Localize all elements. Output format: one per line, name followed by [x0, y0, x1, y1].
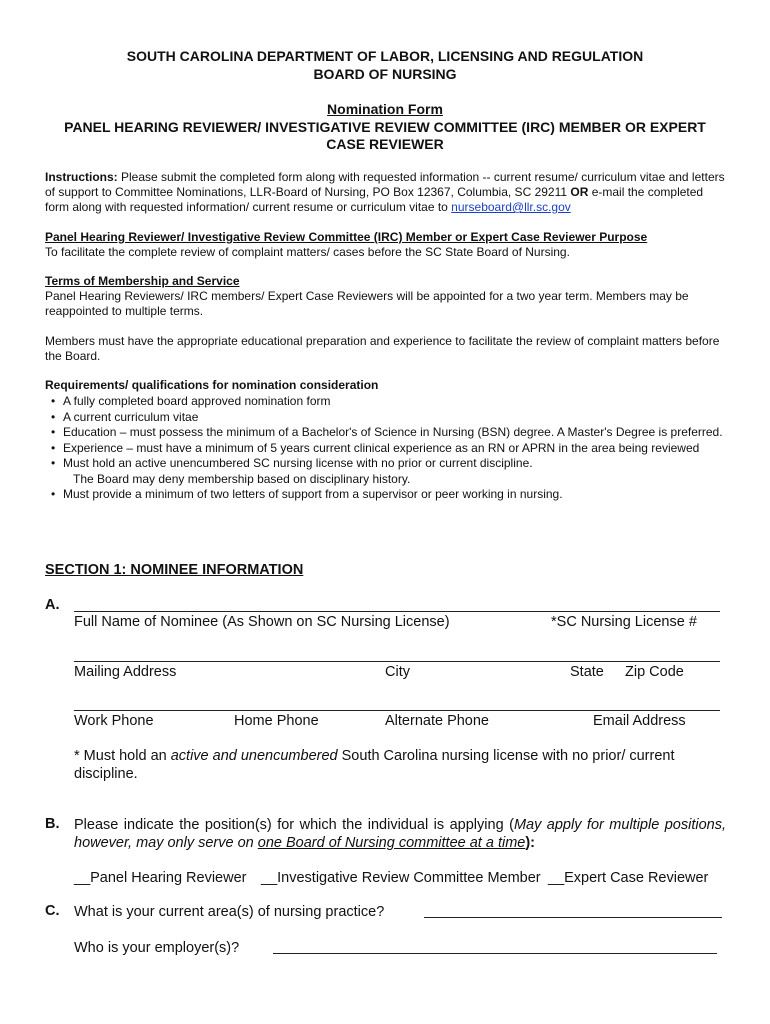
- part-b-label: B.: [45, 816, 60, 832]
- zip-code-label: Zip Code: [625, 664, 684, 680]
- form-title: Nomination Form: [327, 101, 443, 117]
- terms-text-1: Panel Hearing Reviewers/ IRC members/ Expert Case Reviewers will be appointed for a two year term. Members may be reappointed to multiple terms.: [45, 289, 689, 318]
- terms-heading: Terms of Membership and Service: [45, 274, 240, 288]
- form-subtitle-line1: PANEL HEARING REVIEWER/ INVESTIGATIVE REVIEW COMMITTEE (IRC) MEMBER OR EXPERT: [64, 119, 706, 135]
- requirement-item: • Experience – must have a minimum of 5 years current clinical experience as an RN or APRN in the area being reviewed: [45, 441, 727, 457]
- employer-question: Who is your employer(s)?: [74, 940, 240, 956]
- requirements-heading: Requirements/ qualifications for nomination consideration: [45, 378, 379, 392]
- requirement-item: • Education – must possess the minimum of a Bachelor's of Science in Nursing (BSN) degree. A Master's Degree is preferred.: [45, 425, 727, 441]
- instructions-paragraph: [45, 170, 727, 215]
- full-name-line[interactable]: [74, 611, 720, 612]
- mailing-address-label: Mailing Address: [74, 664, 177, 680]
- part-c-label: C.: [45, 903, 60, 919]
- note-text-2: South Carolina nursing license with no prior/ current discipline.: [74, 748, 675, 782]
- email-address-label: Email Address: [593, 713, 686, 729]
- phone-email-line[interactable]: [74, 710, 720, 711]
- board-email-link[interactable]: nurseboard@llr.sc.gov: [451, 200, 571, 214]
- mailing-address-line[interactable]: [74, 661, 720, 662]
- instructions-text-2: e-mail the completed form along with requested information/ current resume or curriculum vitae to: [45, 185, 704, 214]
- position-question: [74, 816, 726, 852]
- alternate-phone-label: Alternate Phone: [385, 713, 489, 729]
- purpose-heading: Panel Hearing Reviewer/ Investigative Review Committee (IRC) Member or Expert Case Reviewer Purpose: [45, 230, 648, 244]
- practice-area-line[interactable]: [424, 917, 722, 918]
- position-question-text: Please indicate the position(s) for which the individual is applying (: [74, 817, 514, 833]
- instructions-label: Instructions:: [45, 170, 118, 184]
- board-discipline-note: The Board may deny membership based on disciplinary history.: [73, 471, 411, 486]
- purpose-text: To facilitate the complete review of complaint matters/ cases before the SC State Board of Nursing.: [45, 245, 570, 259]
- part-a-label: A.: [45, 597, 60, 613]
- city-label: City: [385, 664, 410, 680]
- form-subtitle-line2: CASE REVIEWER: [326, 136, 444, 152]
- terms-text-2: Members must have the appropriate educational preparation and experience to facilitate the review of complaint matters before the Board.: [45, 334, 720, 363]
- option-panel-hearing-reviewer[interactable]: __Panel Hearing Reviewer: [74, 870, 247, 886]
- position-question-underline: one Board of Nursing committee at a time: [257, 835, 526, 851]
- option-investigative-review-committee[interactable]: __Investigative Review Committee Member: [261, 870, 541, 886]
- full-name-label: Full Name of Nominee (As Shown on SC Nursing License): [74, 614, 450, 630]
- section1-title: SECTION 1: NOMINEE INFORMATION: [45, 562, 304, 578]
- requirement-item: • A current curriculum vitae: [45, 410, 727, 426]
- work-phone-label: Work Phone: [74, 713, 154, 729]
- requirements-list: [45, 394, 727, 503]
- requirement-item: • Must provide a minimum of two letters of support from a supervisor or peer working in nursing.: [45, 487, 727, 503]
- department-title: SOUTH CAROLINA DEPARTMENT OF LABOR, LICENSING AND REGULATION: [126, 48, 644, 64]
- position-question-italic: May apply for multiple positions, however, may only serve on: [74, 817, 726, 851]
- license-requirement-note: [74, 747, 724, 783]
- practice-area-question: What is your current area(s) of nursing practice?: [74, 904, 385, 920]
- requirement-item: • Must hold an active unencumbered SC nursing license with no prior or current discipline.: [45, 456, 727, 472]
- state-label: State: [570, 664, 604, 680]
- position-question-end: ):: [525, 835, 536, 851]
- license-number-label: *SC Nursing License #: [551, 614, 697, 630]
- note-text-1: * Must hold an: [74, 748, 171, 764]
- note-italic: active and unencumbered: [170, 748, 338, 764]
- instructions-text-1: Please submit the completed form along with requested information -- current resume/ curriculum vitae and letters of support to Committee Nominations, LLR-Board of Nursing, PO Box 12367, Columbia, SC 29211: [45, 170, 725, 199]
- instructions-or: OR: [570, 185, 589, 199]
- home-phone-label: Home Phone: [234, 713, 319, 729]
- employer-line[interactable]: [273, 953, 717, 954]
- requirement-item: • A fully completed board approved nomination form: [45, 394, 727, 410]
- board-title: BOARD OF NURSING: [313, 66, 457, 82]
- option-expert-case-reviewer[interactable]: __Expert Case Reviewer: [548, 870, 709, 886]
